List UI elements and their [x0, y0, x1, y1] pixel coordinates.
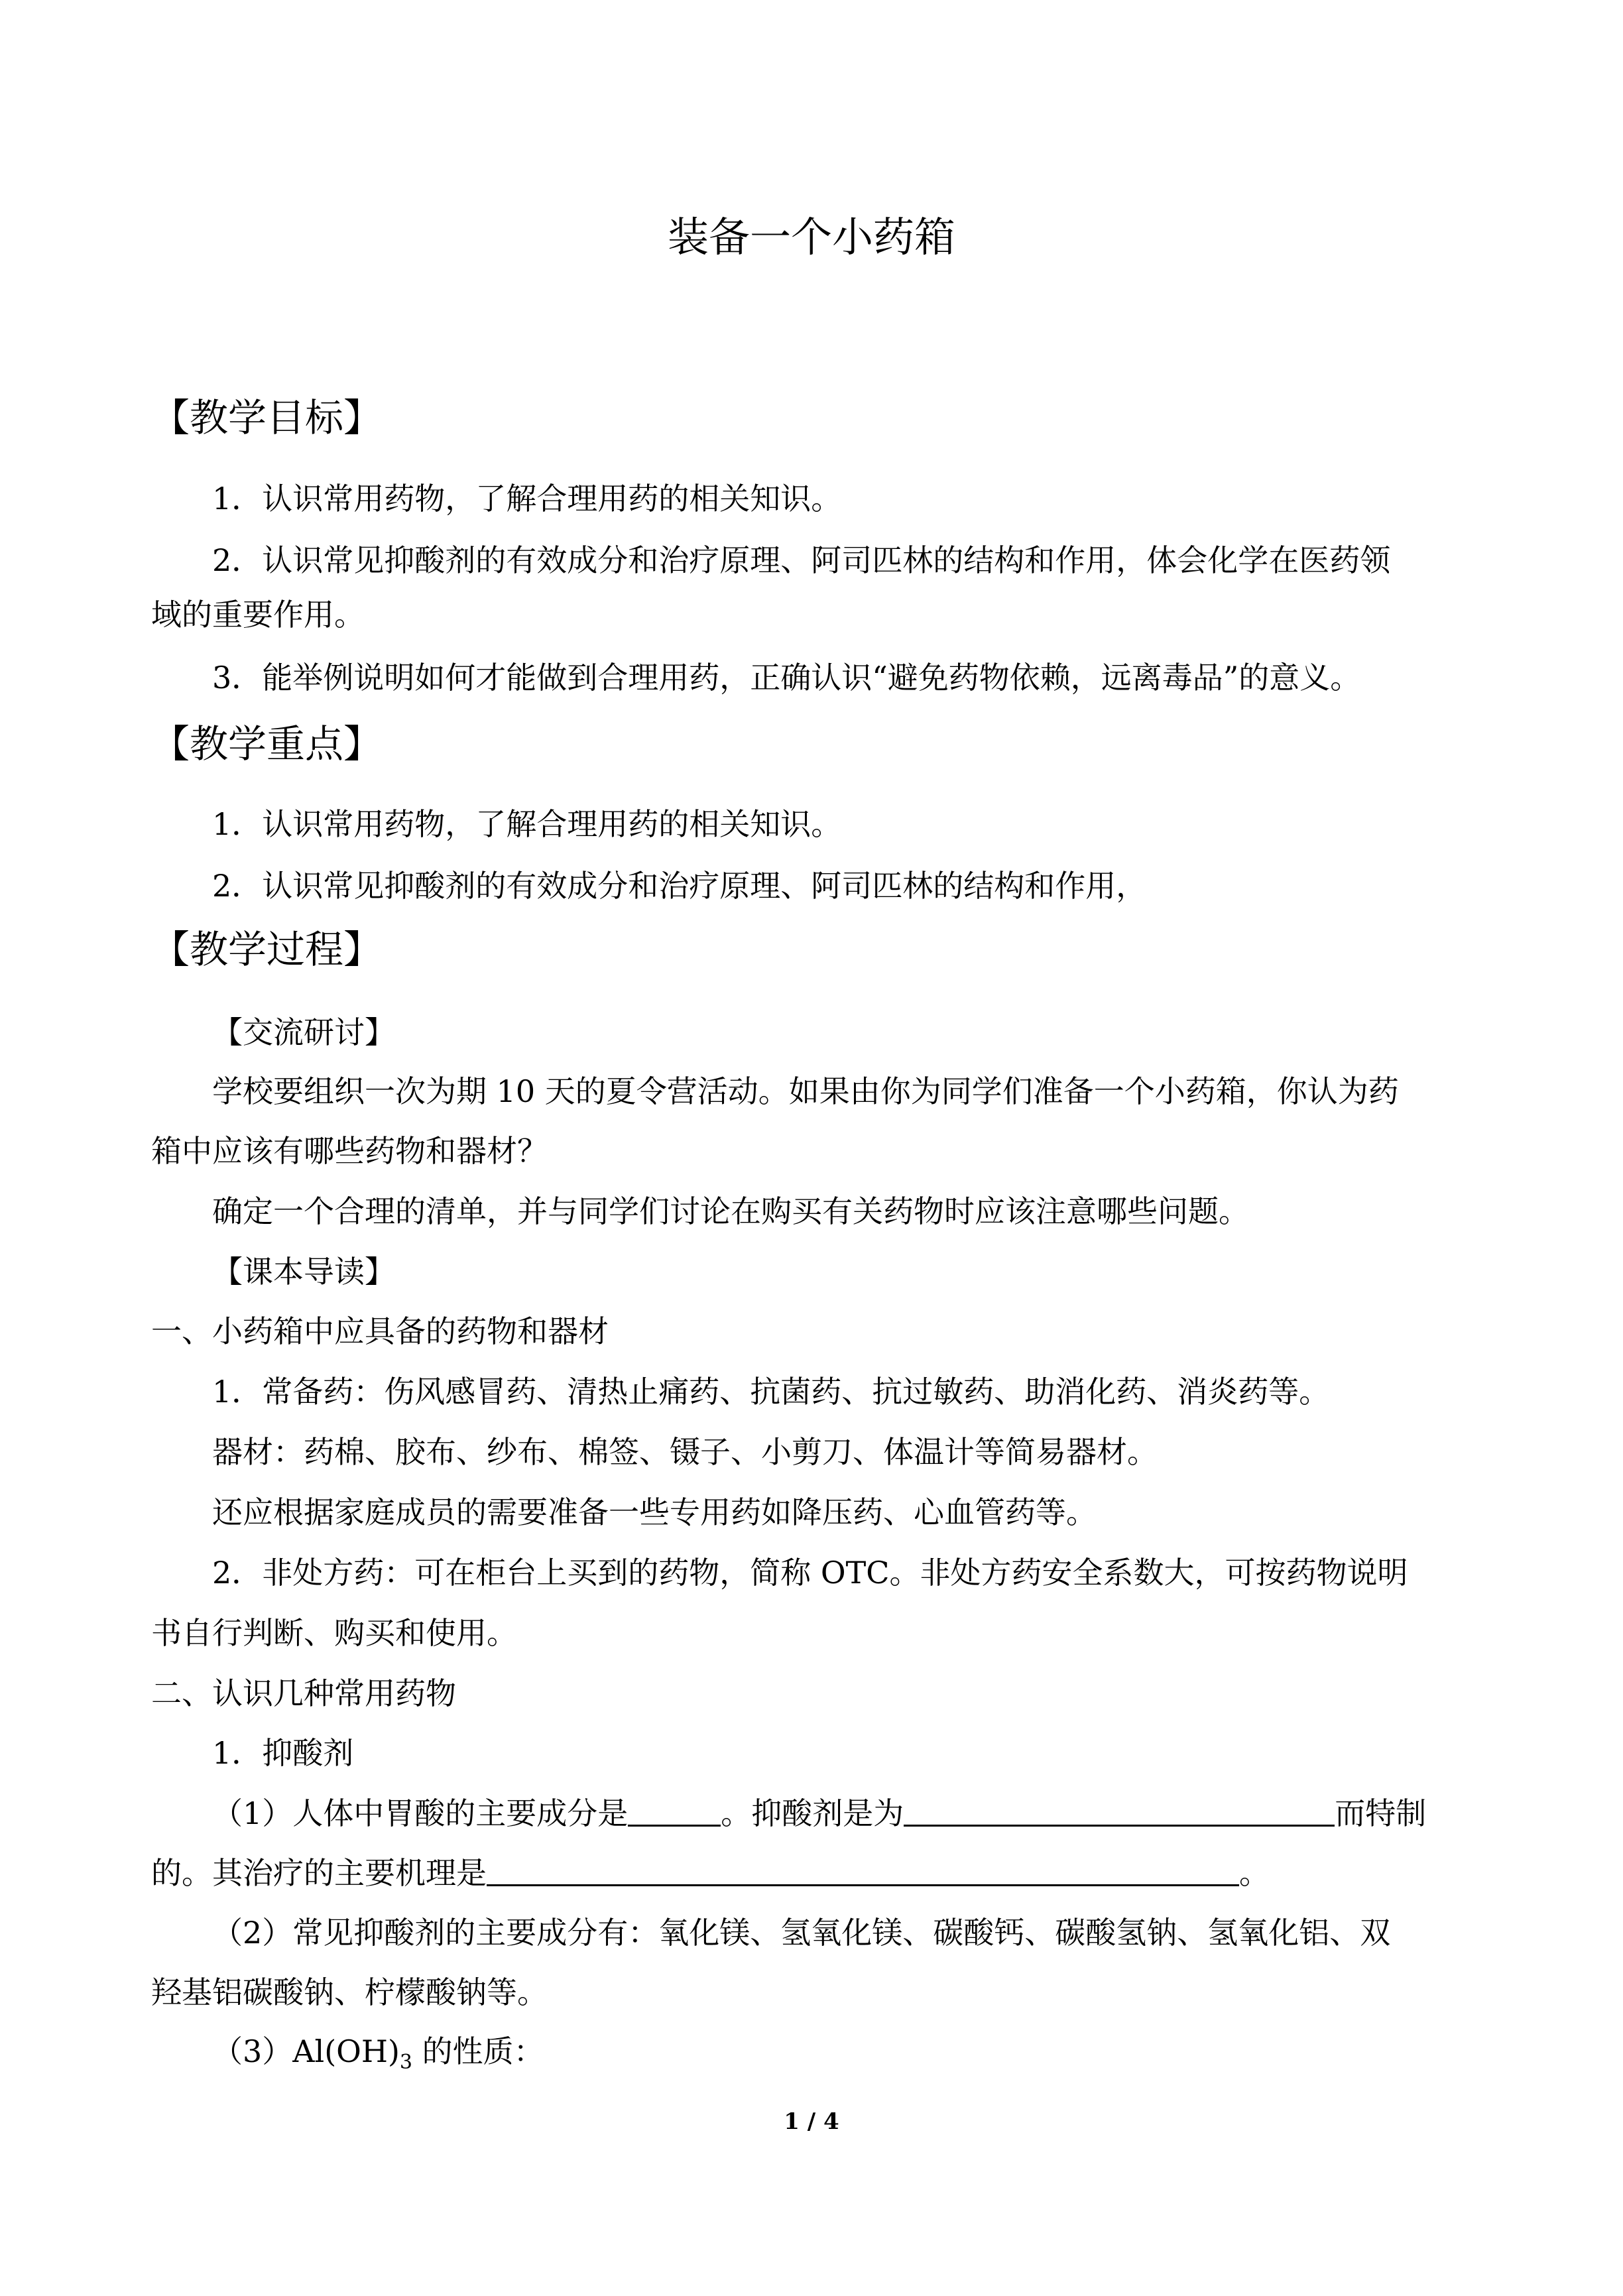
- key-point-item-2: 2．认识常见抑酸剂的有效成分和治疗原理、阿司匹林的结构和作用，: [212, 868, 1147, 904]
- question-1-text-c: 而特制: [1335, 1795, 1427, 1831]
- page-number: 1 / 4: [784, 2108, 839, 2135]
- answer-blank-3[interactable]: [487, 1854, 1239, 1886]
- question-1-line-2: [151, 1853, 1270, 1893]
- page-title: 装备一个小药箱: [667, 213, 955, 261]
- part1-line-5: 书自行判断、购买和使用。: [151, 1615, 517, 1651]
- question-3-text-a: （3）Al(OH): [212, 2033, 400, 2069]
- part1-line-3: 还应根据家庭成员的需要准备一些专用药如降压药、心血管药等。: [212, 1494, 1097, 1530]
- reading-label: 【课本导读】: [212, 1254, 395, 1290]
- question-1-text-b: 。抑酸剂是为: [721, 1795, 904, 1831]
- part2-sub1: 1．抑酸剂: [212, 1735, 354, 1771]
- part1-heading: 一、小药箱中应具备的药物和器材: [151, 1313, 609, 1349]
- question-1-text-a: （1）人体中胃酸的主要成分是: [212, 1795, 629, 1831]
- question-2-line-2: 羟基铝碳酸钠、柠檬酸钠等。: [151, 1974, 548, 2010]
- part1-line-1: 1．常备药：伤风感冒药、清热止痛药、抗菌药、抗过敏药、助消化药、消炎药等。: [212, 1374, 1330, 1410]
- discussion-line-3: 确定一个合理的清单，并与同学们讨论在购买有关药物时应该注意哪些问题。: [212, 1193, 1249, 1229]
- question-3-text-b: 的性质：: [412, 2033, 544, 2069]
- key-point-item-1: 1．认识常用药物，了解合理用药的相关知识。: [212, 806, 842, 842]
- question-2-line-1: （2）常见抑酸剂的主要成分有：氧化镁、氢氧化镁、碳酸钙、碳酸氢钠、氢氧化铝、双: [212, 1915, 1391, 1951]
- question-3-subscript: 3: [399, 2051, 413, 2075]
- objective-item-2-cont: 域的重要作用。: [151, 597, 365, 633]
- question-3-line: [212, 2031, 544, 2083]
- discussion-label: 【交流研讨】: [212, 1014, 395, 1050]
- part2-heading: 二、认识几种常用药物: [151, 1675, 456, 1711]
- part1-line-4: 2．非处方药：可在柜台上买到的药物，简称 OTC。非处方药安全系数大，可按药物说明: [212, 1555, 1408, 1591]
- discussion-line-2: 箱中应该有哪些药物和器材？: [151, 1133, 548, 1169]
- question-1-line-1: [212, 1793, 1426, 1833]
- objective-item-1: 1．认识常用药物，了解合理用药的相关知识。: [212, 481, 842, 516]
- question-1-text-d: 的。其治疗的主要机理是: [151, 1855, 487, 1891]
- answer-blank-2[interactable]: [904, 1794, 1335, 1827]
- question-1-text-e: 。: [1239, 1855, 1270, 1891]
- section-heading-key-points: 【教学重点】: [151, 721, 383, 766]
- section-heading-process: 【教学过程】: [151, 927, 383, 972]
- answer-blank-1[interactable]: [628, 1794, 721, 1827]
- objective-item-3: 3．能举例说明如何才能做到合理用药，正确认识“避免药物依赖，远离毒品”的意义。: [212, 660, 1361, 695]
- section-heading-objectives: 【教学目标】: [151, 395, 383, 440]
- part1-line-2: 器材：药棉、胶布、纱布、棉签、镊子、小剪刀、体温计等简易器材。: [212, 1434, 1158, 1470]
- discussion-line-1: 学校要组织一次为期 10 天的夏令营活动。如果由你为同学们准备一个小药箱，你认为药: [212, 1073, 1399, 1109]
- objective-item-2: 2．认识常见抑酸剂的有效成分和治疗原理、阿司匹林的结构和作用，体会化学在医药领: [212, 542, 1391, 578]
